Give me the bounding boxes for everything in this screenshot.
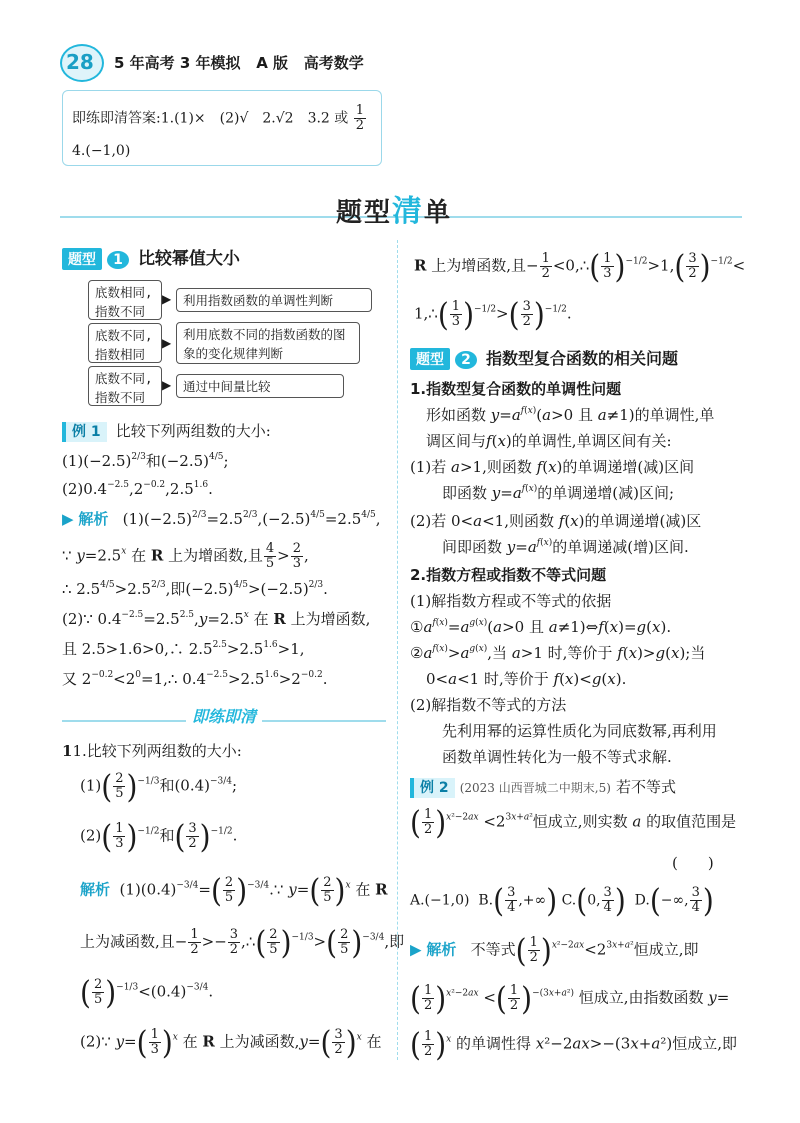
type2-title: 指数型复合函数的相关问题 [485,349,678,368]
type2-number: 2 [455,351,477,369]
condition-box-1: 底数相同, 指数不同 [88,280,162,320]
method-box-3: 通过中间量比较 [176,374,344,398]
type-tag: 题型 [62,248,102,270]
page-number: 28 [66,50,94,74]
method-box-2: 利用底数不同的指数函数的图 象的变化规律判断 [176,322,360,364]
solution2-line1: ▶ 解析 不等式( $\frac{1}{2}$ )$^{x^2-2ax}<2^{3x+a^2}$恒成立,即 [410,930,699,969]
banner-text-3: 单 [424,198,453,228]
sub2-basis: (1)解指数方程或不等式的依据 [410,592,612,610]
section-banner [336,186,452,230]
jiexi2-label: 解析 [426,940,457,959]
solution1-line4: (2)∵ $0.4^{-2.5}=2.5^{2.5},y=2.5^x$ 在 R 上为增函数, [62,610,371,628]
edition-text: A 版 [256,54,289,72]
condition-box-3: 底数不同, 指数不同 [88,366,162,406]
sub2-method: (2)解指数不等式的方法 [410,696,567,714]
sub1-line2: 调区间与f(x)的单调性,单调区间有关: [426,432,672,450]
solution2-line3: ( $\frac{1}{2}$ )$^x$ 的单调性得 x²−2ax>−(3x+a²)恒成立,即 [410,1024,737,1063]
practice-title: 即练即清 [186,704,262,727]
arrow-3: ▶ [162,378,172,392]
banner-text-1: 题型 [336,198,393,228]
type2-tag: 题型 [410,348,450,370]
sub1-title: 1.指数型复合函数的单调性问题 [410,380,622,398]
practice-jiexi-label: 解析 [80,880,111,899]
solution1-line2: ∵ $y=2.5^x$ 在 R 上为增函数,且 $\frac{4}{5}$ > $\frac{2}{3}$ , [62,541,309,571]
sub2-title: 2.指数方程或指数不等式问题 [410,566,607,584]
example2-source: (2023 山西晋城二中期末,5) [459,781,611,795]
condition-box-2: 底数不同, 指数相同 [88,323,162,363]
answer-paren: ( ) [672,854,714,872]
banner-text-2: 清 [392,194,425,229]
type-number: 1 [107,251,129,269]
book-title [114,52,364,73]
method-box-1: 利用指数函数的单调性判断 [176,288,372,312]
sub1-line5: (2)若 0<a<1,则函数 f(x)的单调递增(减)区 [410,512,702,530]
practice-solution-4: (2)∵ y=( $\frac{1}{3}$ )$^x$ 在 R 上为减函数,y=( $\frac{3}{2}$ )$^x$ 在 [80,1022,382,1061]
frac-num: 1 [355,103,365,118]
solution1-line5: 且 2.5>1.6>0,∴ $2.5^{2.5}>2.5^{1.6}>1$, [62,640,305,658]
sub1-line6: 间即函数 $y=a^{f(x)}$的单调递减(增)区间. [442,538,689,556]
example2-heading [410,776,676,798]
book-title-text: 5 年高考 3 年模拟 [114,54,241,72]
solution1-line1: ▶ 解析 $(1)(-2.5)^{2/3}=2.5^{2/3},(-2.5)^{4/5}=2.5^{4/5}$, [62,510,381,528]
sub2-rule1: $①a^{f(x)}=a^{g(x)}(a>0$ 且 a≠1)⇔f(x)=g(x). [410,618,672,636]
practice-solution-2: 上为减函数,且− $\frac{1}{2}$ >− $\frac{3}{2}$ ,∴( $\frac{2}{5}$ )$^{-1/3}$>( $\frac{2}{5}$ )$^{-3/4}$,即 [80,922,405,961]
example1-heading [62,420,271,442]
arrow-1: ▶ [162,292,172,306]
answer-text-1: 即练即清答案:1.(1)× (2)√ 2.√2 3.2 或 [72,110,349,127]
sub1-line3: (1)若 a>1,则函数 f(x)的单调递增(减)区间 [410,458,695,476]
example1-q2: $(2)0.4^{-2.5},2^{-0.2},2.5^{1.6}$. [62,480,213,498]
sub2-rule2: $②a^{f(x)}>a^{g(x)}$,当 a>1 时,等价于 f(x)>g(x);当 [410,644,706,662]
frac-den: 2 [355,118,365,133]
sub2-rule3: 0<a<1 时,等价于 f(x)<g(x). [426,670,627,688]
example1-q1: $(1)(-2.5)^{2/3}$和$(-2.5)^{4/5}$; [62,452,229,470]
sub1-line1: 形如函数 $y=a^{f(x)}(a>0$ 且 a≠1)的单调性,单 [426,406,715,424]
answer-line-2: 4.(−1,0) [72,143,131,159]
practice-q1: (1)( $\frac{2}{5}$ )$^{-1/3}$和$(0.4)^{-3/4}$; [80,766,238,805]
example2-inequality: ( $\frac{1}{2}$ )$^{x^2-2ax} <2^{3x+a^2}$恒成立,则实数 a 的取值范围是 [410,802,737,841]
jiexi-arrow: ▶ [62,510,74,528]
example2-options: A.(−1,0) B.( $\frac{3}{4}$ ,+∞) C.(0, $\frac{3}{4}$ ) D.(−∞, $\frac{3}{4}$ ) [410,880,714,919]
jiexi-label: 解析 [78,510,109,528]
answer-fraction [354,104,366,133]
jiexi2-arrow: ▶ [410,940,422,959]
sub1-line4: 即函数 $y=a^{f(x)}$的单调递增(减)区间; [442,484,675,502]
example1-text: 比较下列两组数的大小: [115,422,271,440]
sub2-method-text2: 函数单调性转化为一般不等式求解. [442,748,672,766]
practice-question: 11.比较下列两组数的大小: [62,742,242,760]
right-cont-1: R 上为增函数,且− $\frac{1}{2}$ <0,∴( $\frac{1}{3}$ )$^{-1/2}$>1,( $\frac{3}{2}$ )$^{-1/2}$< [414,246,746,285]
right-cont-2: 1,∴( $\frac{1}{3}$ )$^{-1/2}$>( $\frac{3}{2}$ )$^{-1/2}$. [414,294,572,333]
solution2-line2: ( $\frac{1}{2}$ )$^{x^2-2ax}$ <( $\frac{1}{2}$ )$^{-(3x+a^2)}$ 恒成立,由指数函数 y= [410,978,730,1017]
practice-question-text: 1.比较下列两组数的大小: [72,742,242,760]
example2-text: 若不等式 [615,778,676,796]
type1-heading [62,244,240,270]
type2-heading [410,346,678,370]
type1-title: 比较幂值大小 [137,249,240,269]
arrow-2: ▶ [162,336,172,350]
practice-solution-3: ( $\frac{2}{5}$ )$^{-1/3}<(0.4)^{-3/4}$. [80,972,214,1011]
practice-q2: (2)( $\frac{1}{3}$ )$^{-1/2}$和( $\frac{3}{2}$ )$^{-1/2}$. [80,816,238,855]
subject-text: 高考数学 [303,54,364,72]
example1-tag: 例 1 [62,422,107,442]
example2-tag: 例 2 [410,778,455,798]
solution1-line3: ∴ $2.5^{4/5}>2.5^{2/3}$,即$(-2.5)^{4/5}>(-2.5)^{2/3}$. [62,580,328,598]
solution1-line6: 又 $2^{-0.2}<2^0=1,\therefore$ $0.4^{-2.5}>2.5^{1.6}>2^{-0.2}$. [62,670,328,688]
sub2-method-text1: 先利用幂的运算性质化为同底数幂,再利用 [442,722,717,740]
practice-solution-1: 解析 $(1)(0.4)^{-3/4}=$( $\frac{2}{5}$ )$^{-3/4}$.∵ y=( $\frac{2}{5}$ )$^x$ 在 R [80,870,388,909]
answer-line-1 [72,104,367,133]
